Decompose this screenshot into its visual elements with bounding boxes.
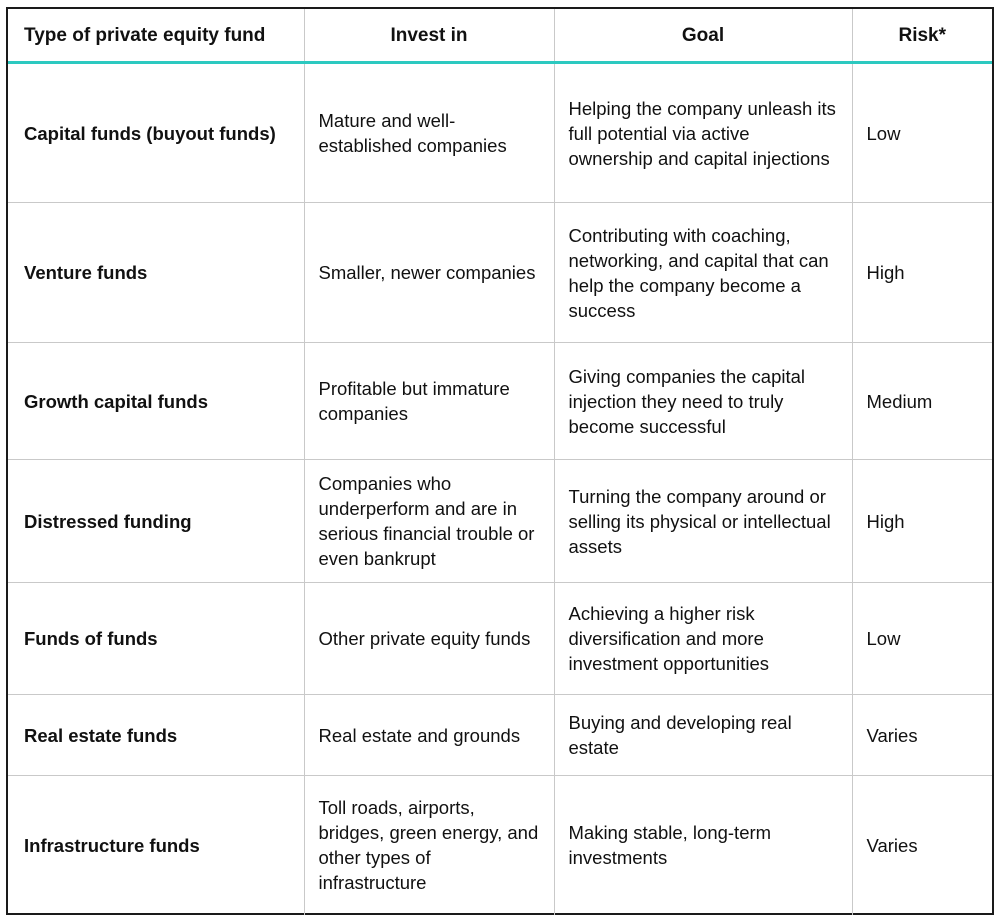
header-type: Type of private equity fund	[8, 9, 304, 63]
table-row	[8, 695, 992, 776]
cell-risk: Varies	[852, 695, 992, 776]
cell-type: Funds of funds	[8, 583, 304, 695]
cell-goal: Achieving a higher risk diversification and more investment opportunities	[554, 583, 852, 695]
cell-invest: Toll roads, airports, bridges, green energy, and other types of infrastructure	[304, 776, 554, 915]
cell-risk: Low	[852, 63, 992, 203]
table-row	[8, 203, 992, 343]
table-header	[8, 9, 992, 63]
cell-type: Distressed funding	[8, 460, 304, 583]
cell-goal: Turning the company around or selling its physical or intellectual assets	[554, 460, 852, 583]
table-row	[8, 776, 992, 915]
cell-goal: Giving companies the capital injection they need to truly become successful	[554, 343, 852, 460]
fund-types-table	[8, 9, 992, 915]
header-row	[8, 9, 992, 63]
cell-type: Infrastructure funds	[8, 776, 304, 915]
table-body	[8, 63, 992, 915]
table-row	[8, 63, 992, 203]
cell-goal: Helping the company unleash its full potential via active ownership and capital injections	[554, 63, 852, 203]
cell-type: Venture funds	[8, 203, 304, 343]
cell-risk: High	[852, 460, 992, 583]
cell-risk: Varies	[866, 834, 918, 856]
table-row	[8, 343, 992, 460]
table-row	[8, 460, 992, 583]
cell-invest: Mature and well-established companies	[304, 63, 554, 203]
cell-invest: Real estate and grounds	[304, 695, 554, 776]
cell-type: Real estate funds	[8, 695, 304, 776]
fund-types-table-container	[6, 7, 994, 915]
cell-type: Capital funds (buyout funds)	[8, 63, 304, 203]
cell-risk: Low	[852, 583, 992, 695]
cell-invest: Companies who underperform and are in serious financial trouble or even bankrupt	[304, 460, 554, 583]
table-row	[8, 583, 992, 695]
cell-risk: High	[852, 203, 992, 343]
cell-type: Growth capital funds	[8, 343, 304, 460]
header-goal: Goal	[554, 9, 852, 63]
header-risk: Risk*	[852, 9, 992, 63]
cell-invest: Profitable but immature companies	[304, 343, 554, 460]
cell-invest: Other private equity funds	[304, 583, 554, 695]
cell-risk: Medium	[852, 343, 992, 460]
cell-goal: Making stable, long-term investments	[554, 776, 852, 915]
cell-invest: Smaller, newer companies	[304, 203, 554, 343]
cell-goal: Buying and developing real estate	[554, 695, 852, 776]
header-invest: Invest in	[304, 9, 554, 63]
cell-goal: Contributing with coaching, networking, and capital that can help the company become a success	[554, 203, 852, 343]
